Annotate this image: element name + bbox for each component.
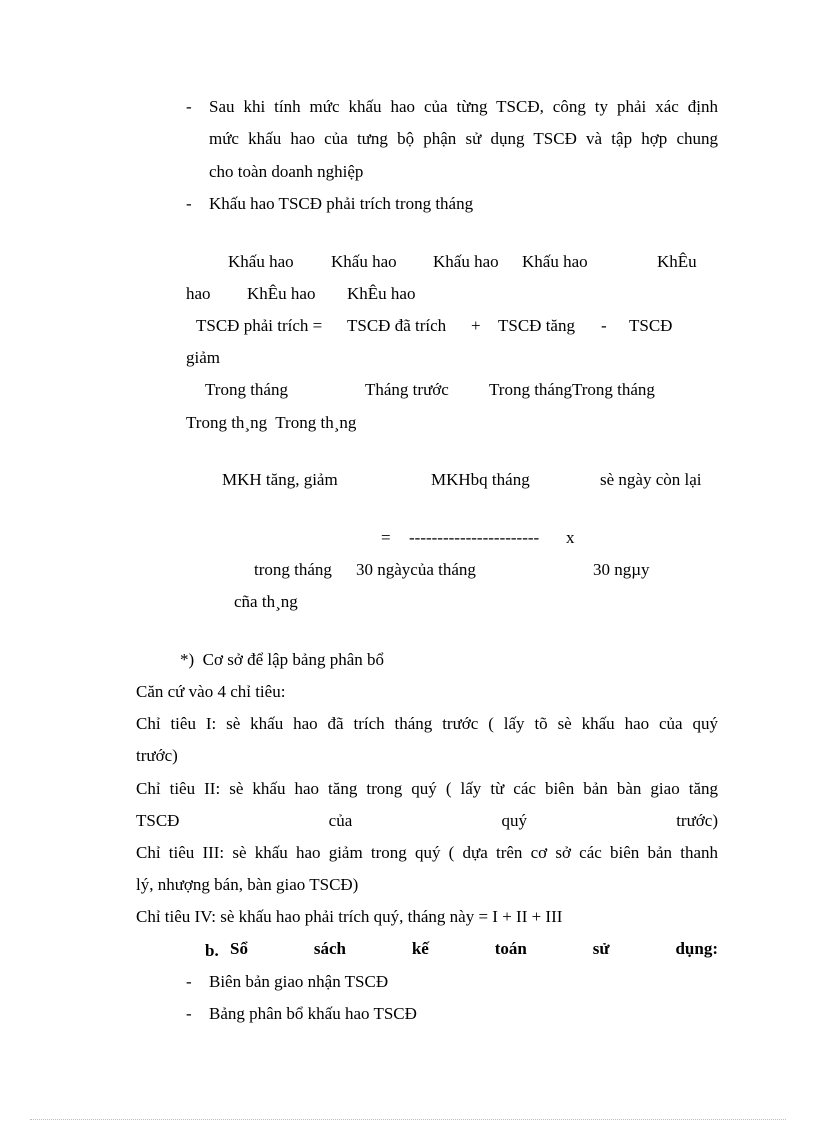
formula-operator: =	[381, 528, 391, 547]
list-item: Biên bản giao nhận TSCĐ	[209, 972, 389, 991]
formula-operator: +	[471, 316, 481, 335]
bullet-text-line: cho toàn doanh nghiệp	[209, 162, 364, 181]
formula-label: TSCĐ đã trích	[347, 316, 447, 335]
criterion-line: lý, nhượng bán, bàn giao TSCĐ)	[136, 875, 359, 894]
formula-label: Trong tháng	[205, 380, 288, 399]
formula-operator: -	[601, 316, 607, 335]
bullet-dash: -	[186, 194, 192, 213]
criterion-line: Chỉ tiêu IV: sè khấu hao phải trích quý, tháng này = I + II + III	[136, 907, 563, 926]
page-bottom-divider	[30, 1119, 786, 1120]
formula-operator: x	[566, 528, 575, 547]
formula-label: 30 ngàycủa tháng	[356, 560, 476, 579]
formula-label: Trong th¸ng Trong th¸ng	[186, 413, 357, 432]
formula-label: KhÊu hao	[347, 284, 416, 303]
section-title: Sổ sách kế toán sử dụng:	[230, 939, 718, 958]
formula-label: KhÊu	[657, 252, 697, 271]
formula-label: TSCĐ phải trích =	[196, 316, 323, 335]
criterion-line: TSCĐ của quý trước)	[136, 811, 718, 830]
formula-label: Trong thángTrong tháng	[489, 380, 655, 399]
formula-label: Tháng trước	[365, 380, 449, 399]
formula-label: giảm	[186, 348, 220, 367]
formula-label: hao	[186, 284, 211, 303]
bullet-text-line: Khấu hao TSCĐ phải trích trong tháng	[209, 194, 474, 213]
formula-label: TSCĐ	[629, 316, 673, 335]
section-marker: b.	[205, 941, 219, 960]
formula-label: MKHbq tháng	[431, 470, 530, 489]
formula-label: Khấu hao	[228, 252, 294, 271]
formula-label: Khấu hao	[433, 252, 499, 271]
formula-label: Khấu hao	[522, 252, 588, 271]
criterion-line: Chỉ tiêu II: sè khấu hao tăng trong quý ( lấy từ các biên bản bàn giao tăng	[136, 779, 718, 798]
section-heading: *) Cơ sở để lập bảng phân bổ	[180, 650, 384, 669]
formula-label: KhÊu hao	[247, 284, 316, 303]
formula-label: Khấu hao	[331, 252, 397, 271]
formula-label: 30 ngµy	[593, 560, 650, 579]
bullet-text-line: Sau khi tính mức khấu hao của từng TSCĐ, công ty phải xác định	[209, 97, 718, 116]
bullet-dash: -	[186, 972, 192, 991]
bullet-dash: -	[186, 1004, 192, 1023]
criterion-line: trước)	[136, 746, 178, 765]
formula-label: TSCĐ tăng	[498, 316, 575, 335]
formula-label: sè ngày còn lại	[600, 470, 702, 489]
bullet-text-line: mức khấu hao của tưng bộ phận sử dụng TSCĐ và tập hợp chung	[209, 129, 718, 148]
formula-label: cña th¸ng	[234, 592, 298, 611]
paragraph-line: Căn cứ vào 4 chỉ tiêu:	[136, 682, 286, 701]
formula-label: MKH tăng, giảm	[222, 470, 338, 489]
fraction-bar: -----------------------	[409, 528, 540, 547]
list-item: Bảng phân bổ khấu hao TSCĐ	[209, 1004, 417, 1023]
criterion-line: Chỉ tiêu III: sè khấu hao giảm trong quý ( dựa trên cơ sở các biên bản thanh	[136, 843, 718, 862]
formula-label: trong tháng	[254, 560, 332, 579]
criterion-line: Chỉ tiêu I: sè khấu hao đã trích tháng trước ( lấy tõ sè khấu hao của quý	[136, 714, 718, 733]
bullet-dash: -	[186, 97, 192, 116]
